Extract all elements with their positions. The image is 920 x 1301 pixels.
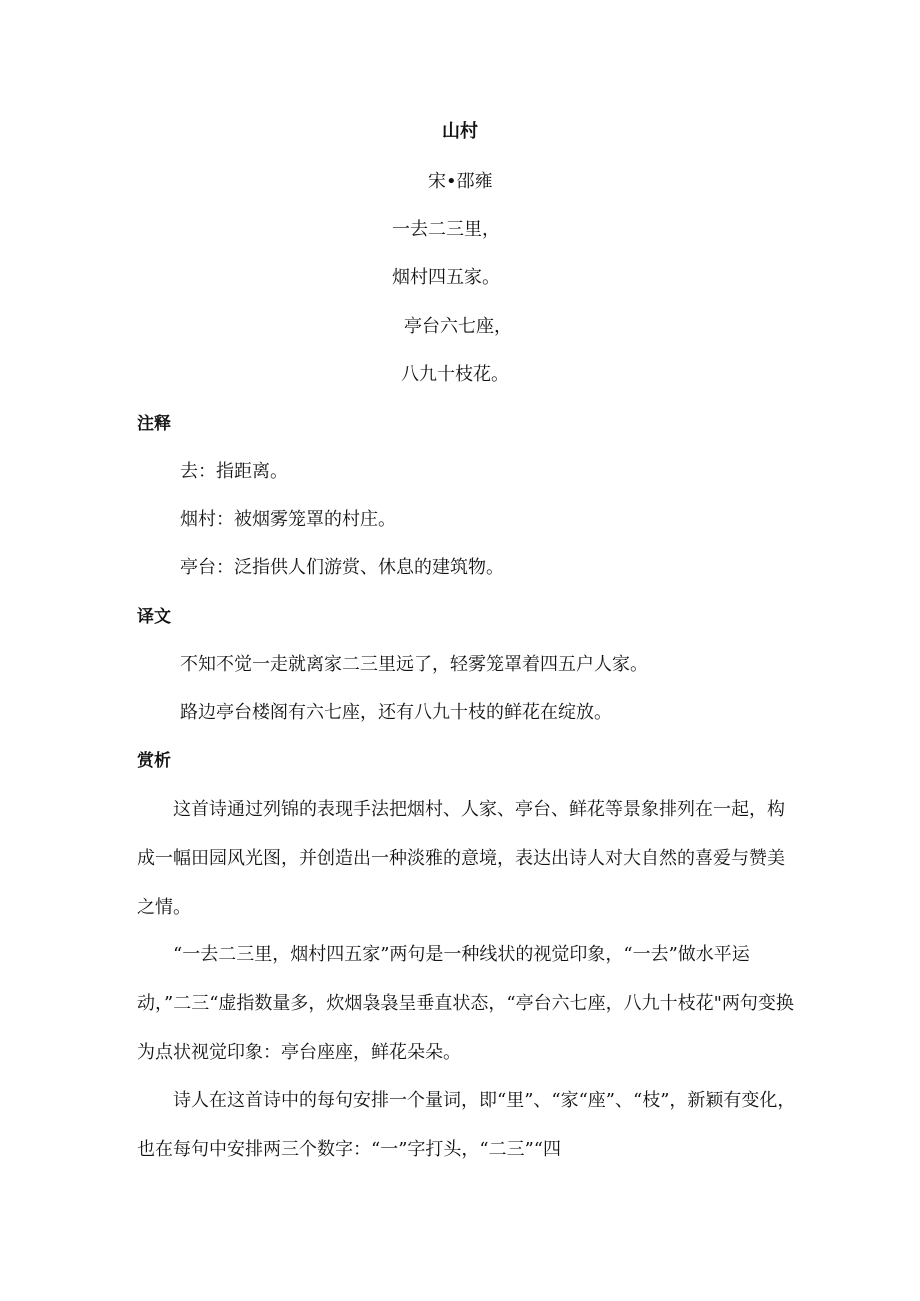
appreciation-paragraph: 这首诗通过列锦的表现手法把烟村、人家、亭台、鲜花等景象排列在一起，构成一幅田园风光图，并创造出一种淡雅的意境，表达出诗人对大自然的喜爱与赞美之情。 xyxy=(137,799,785,918)
translation-paragraph: 不知不觉一走就离家二三里远了，轻雾笼罩着四五户人家。 xyxy=(180,654,648,675)
appreciation-paragraph: 诗人在这首诗中的每句安排一个量词，即“里”、“家“座”、“枝”，新颖有变化，也在每句中安排两三个数字：“一”字打头，“二三”“四 xyxy=(137,1090,796,1160)
appreciation-heading: 赏析 xyxy=(137,751,171,771)
poem-line-2: 烟村四五家。 xyxy=(392,267,500,288)
poem-line-3: 亭台六七座， xyxy=(404,316,512,337)
note-item: 去：指距离。 xyxy=(180,461,288,482)
appreciation-paragraph-2-block xyxy=(137,930,797,1077)
note-item: 亭台：泛指供人们游赏、休息的建筑物。 xyxy=(180,557,504,578)
translation-heading: 译文 xyxy=(137,607,171,627)
appreciation-paragraph-3-block xyxy=(137,1076,797,1174)
translation-paragraph: 路边亭台楼阁有六七座，还有八九十枝的鲜花在绽放。 xyxy=(180,702,612,723)
poem-title: 山村 xyxy=(442,121,478,142)
appreciation-paragraph-1-block xyxy=(137,785,797,932)
poem-author: 宋•邵雍 xyxy=(428,171,493,192)
note-item: 烟村：被烟雾笼罩的村庄。 xyxy=(180,509,396,530)
poem-line-4: 八九十枝花。 xyxy=(401,364,509,385)
appreciation-paragraph: “一去二三里，烟村四五家”两句是一种线状的视觉印象，“一去”做水平运动，”二三“虚指数量多，炊烟袅袅呈垂直状态，“亭台六七座，八九十枝花"两句变换为点状视觉印象：亭台座座，鲜花朵朵。 xyxy=(137,944,794,1063)
notes-heading: 注释 xyxy=(137,414,171,434)
poem-line-1: 一去二三里， xyxy=(392,219,500,240)
